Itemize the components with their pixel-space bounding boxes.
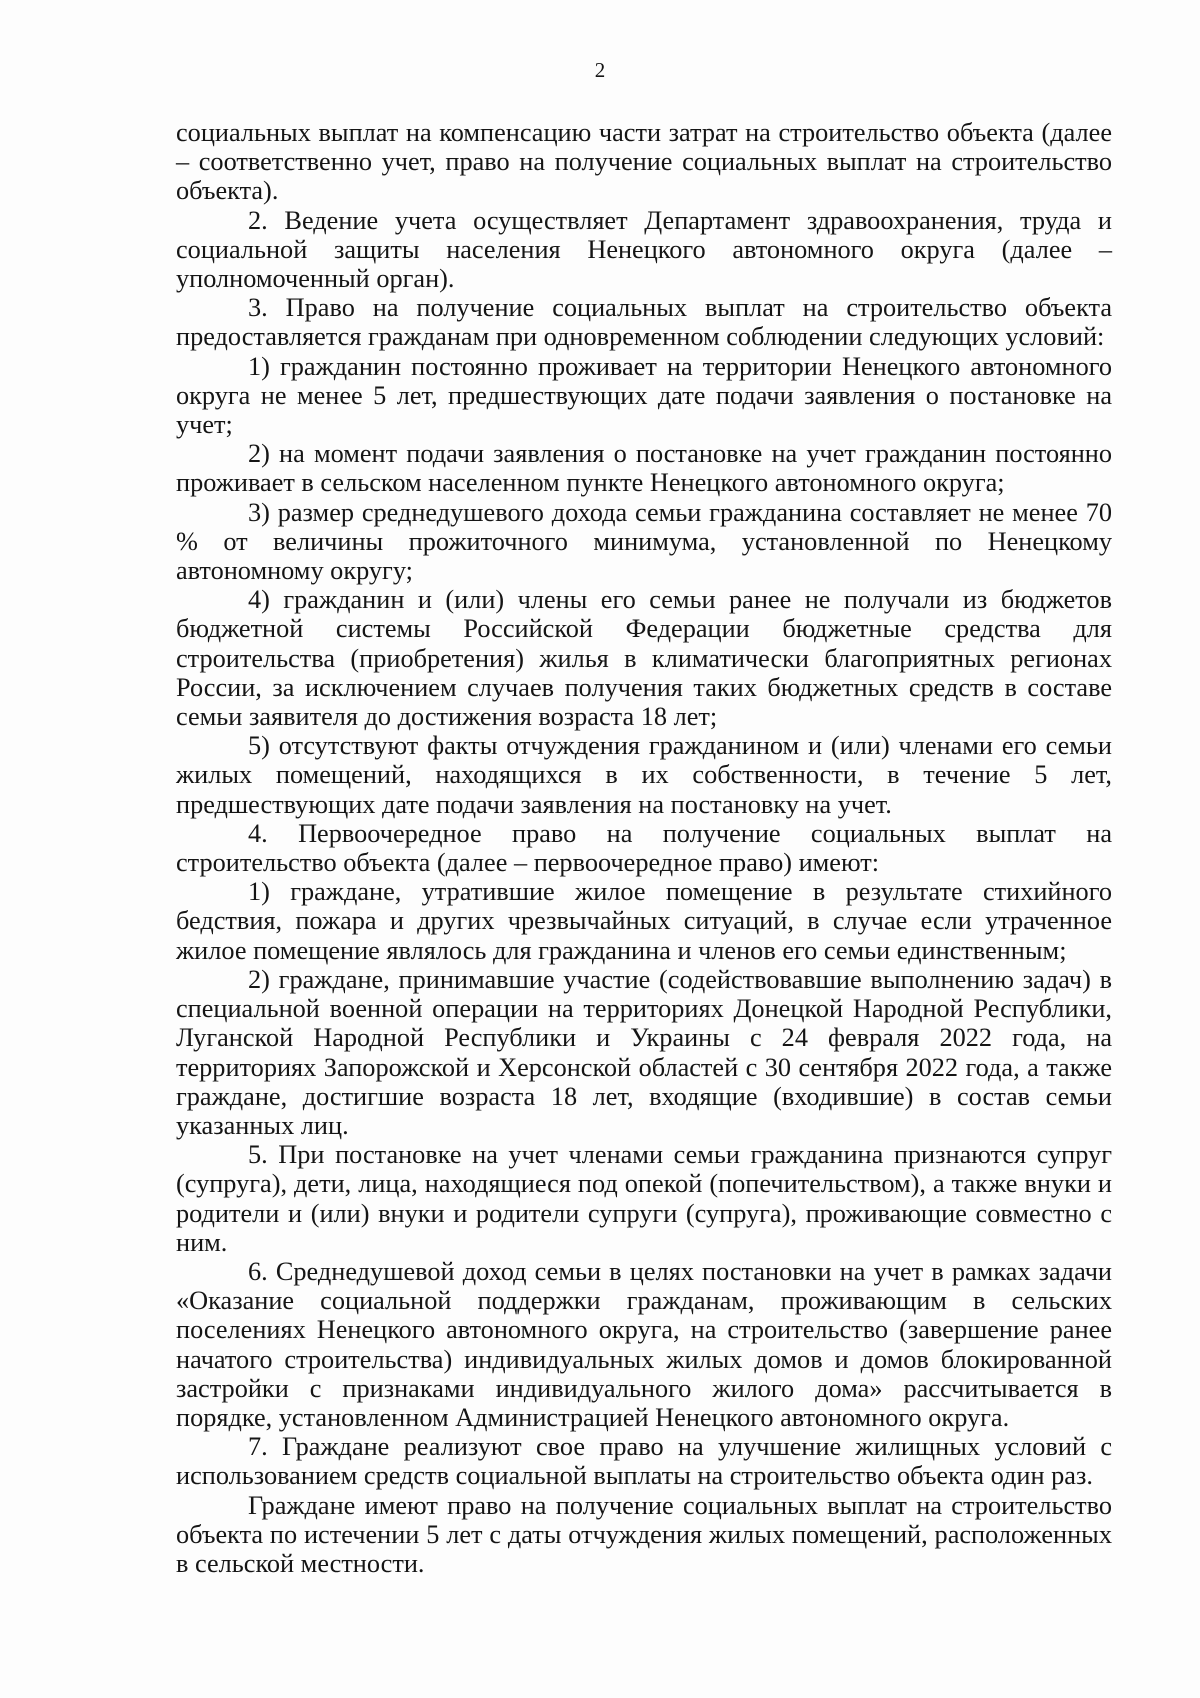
paragraph-item-5: 5. При постановке на учет членами семьи гражданина признаются супруг (супруга), дети, лица, находящиеся под опекой (попечительством), а также внуки и родители и (или) внуки и родители супруги (супруга), проживающие совместно с ним. [176,1140,1112,1257]
page-number: 2 [594,58,606,82]
paragraph-item-3-2: 2) на момент подачи заявления о постановке на учет гражданин постоянно проживает в сельском населенном пункте Ненецкого автономного округа; [176,439,1112,498]
paragraph-item-3-4: 4) гражданин и (или) члены его семьи ранее не получали из бюджетов бюджетной системы Российской Федерации бюджетные средства для строительства (приобретения) жилья в климатически благоприятных регионах России, за исключением случаев получения таких бюджетных средств в составе семьи заявителя до достижения возраста 18 лет; [176,585,1112,732]
paragraph-item-4-1: 1) граждане, утратившие жилое помещение в результате стихийного бедствия, пожара и других чрезвычайных ситуаций, в случае если утраченное жилое помещение являлось для гражданина и членов его семьи единственным; [176,877,1112,965]
paragraph-item-4: 4. Первоочередное право на получение социальных выплат на строительство объекта (далее – первоочередное право) имеют: [176,818,1112,878]
paragraph-item-7-addendum: Граждане имеют право на получение социальных выплат на строительство объекта по истечении 5 лет с даты отчуждения жилых помещений, расположенных в сельской местности. [176,1490,1112,1578]
paragraph-item-3-3: 3) размер среднедушевого дохода семьи гражданина составляет не менее 70 % от величины прожиточного минимума, установленной по Ненецкому автономному округу; [176,497,1112,586]
paragraph-item-4-2: 2) граждане, принимавшие участие (содействовавшие выполнению задач) в специальной военной операции на территориях Донецкой Народной Республики, Луганской Народной Республики и Украины с 24 февраля 2022 года, на территориях Запорожской и Херсонской областей с 30 сентября 2022 года, а также граждане, достигшие возраста 18 лет, входящие (входившие) в состав семьи указанных лиц. [176,964,1112,1140]
document-body [176,118,1112,1578]
paragraph-item-3: 3. Право на получение социальных выплат на строительство объекта предоставляется гражданам при одновременном соблюдении следующих условий: [176,293,1112,352]
paragraph-item-7: 7. Граждане реализуют свое право на улучшение жилищных условий с использованием средств социальной выплаты на строительство объекта один раз. [176,1432,1112,1491]
paragraph-item-3-1: 1) гражданин постоянно проживает на территории Ненецкого автономного округа не менее 5 лет, предшествующих дате подачи заявления о постановке на учет; [176,351,1112,440]
paragraph-item-6: 6. Среднедушевой доход семьи в целях постановки на учет в рамках задачи «Оказание социальной поддержки гражданам, проживающим в сельских поселениях Ненецкого автономного округа, на строительство (завершение ранее начатого строительства) индивидуальных жилых домов и домов блокированной застройки с признаками индивидуального жилого дома» рассчитывается в порядке, установленном Администрацией Ненецкого автономного округа. [176,1256,1112,1432]
paragraph-item-3-5: 5) отсутствуют факты отчуждения гражданином и (или) членами его семьи жилых помещений, находящихся в их собственности, в течение 5 лет, предшествующих дате подачи заявления на постановку на учет. [176,731,1112,819]
paragraph-item-2: 2. Ведение учета осуществляет Департамент здравоохранения, труда и социальной защиты населения Ненецкого автономного округа (далее – уполномоченный орган). [176,205,1112,294]
paragraph-continuation: социальных выплат на компенсацию части затрат на строительство объекта (далее – соответственно учет, право на получение социальных выплат на строительство объекта). [176,118,1112,206]
